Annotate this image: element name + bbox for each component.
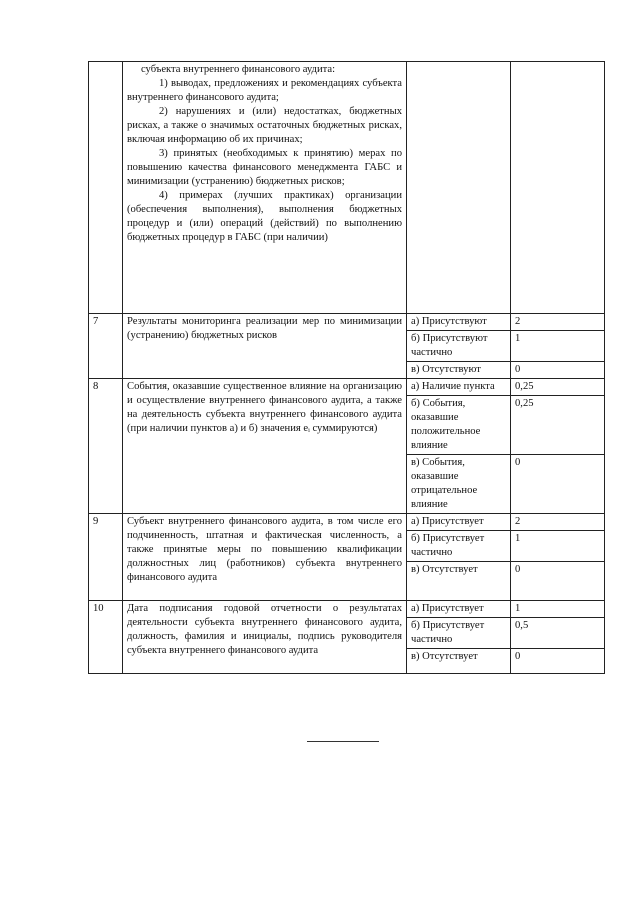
option-value: 0,25: [511, 379, 605, 396]
option-label: а) Присутствуют: [407, 314, 511, 331]
option-value: 1: [511, 601, 605, 618]
option-label: а) Наличие пункта: [407, 379, 511, 396]
option-label: а) Присутствует: [407, 514, 511, 531]
option-label: в) Отсутствуют: [407, 362, 511, 379]
table-row: [89, 601, 605, 618]
option-label: б) Присутствует частично: [407, 618, 511, 649]
row-number: 7: [89, 314, 123, 379]
continuation-item: 2) нарушениях и (или) недостатках, бюджетных рисках, а также о значимых остаточных бюджетных рисках, включая информацию об их причинах;: [127, 106, 402, 145]
criterion-text: События, оказавшие существенное влияние на организацию и осуществление внутреннего финансового аудита, а также на деятельность субъекта внутреннего финансового аудита (при наличии пунктов а) и б) значения eᵢ суммируются): [123, 379, 407, 514]
criteria-table: [88, 61, 605, 674]
option-label: б) Присутствует частично: [407, 531, 511, 562]
option-value: 0: [511, 362, 605, 379]
option-value: 2: [511, 514, 605, 531]
option-label: а) Присутствует: [407, 601, 511, 618]
table-row: [89, 314, 605, 331]
option-label: в) События, оказавшие отрицательное влияние: [407, 455, 511, 514]
num-cell: [89, 62, 123, 314]
criterion-cell: [123, 62, 407, 314]
criterion-text: Результаты мониторинга реализации мер по минимизации (устранению) бюджетных рисков: [123, 314, 407, 379]
continuation-lead: субъекта внутреннего финансового аудита:: [141, 64, 336, 75]
criterion-text: Дата подписания годовой отчетности о результатах деятельности субъекта внутреннего финансового аудита, должность, фамилия и инициалы, подпись руководителя субъекта внутреннего финансового аудита: [123, 601, 407, 674]
option-label: в) Отсутствует: [407, 562, 511, 601]
row-number: 8: [89, 379, 123, 514]
option-value: 1: [511, 531, 605, 562]
option-value: 0,5: [511, 618, 605, 649]
value-cell: [511, 62, 605, 314]
table-row-continuation: [89, 62, 605, 314]
option-value: 0: [511, 649, 605, 674]
option-label: б) Присутствуют частично: [407, 331, 511, 362]
option-label: в) Отсутствует: [407, 649, 511, 674]
table-row: [89, 514, 605, 531]
option-value: 1: [511, 331, 605, 362]
option-cell: [407, 62, 511, 314]
continuation-item: 1) выводах, предложениях и рекомендациях субъекта внутреннего финансового аудита;: [127, 78, 402, 103]
criterion-text: Субъект внутреннего финансового аудита, в том числе его подчиненность, штатная и фактическая численность, а также принятые меры по повышению квалификации должностных лиц (работников) субъекта внутреннего финансового аудита: [123, 514, 407, 601]
row-number: 9: [89, 514, 123, 601]
option-value: 0,25: [511, 396, 605, 455]
option-label: б) События, оказавшие положительное влияние: [407, 396, 511, 455]
row-number: 10: [89, 601, 123, 674]
continuation-item: 4) примерах (лучших практиках) организации (обеспечения выполнения), выполнения бюджетных процедур и (или) операций (действий) по выполнению бюджетных процедур в ГАБС (при наличии): [127, 190, 402, 243]
option-value: 0: [511, 562, 605, 601]
end-of-document-rule: [307, 741, 379, 742]
option-value: 0: [511, 455, 605, 514]
option-value: 2: [511, 314, 605, 331]
continuation-item: 3) принятых (необходимых к принятию) мерах по повышению качества финансового менеджмента ГАБС и минимизации (устранению) бюджетных рисков;: [127, 148, 402, 187]
table-row: [89, 379, 605, 396]
